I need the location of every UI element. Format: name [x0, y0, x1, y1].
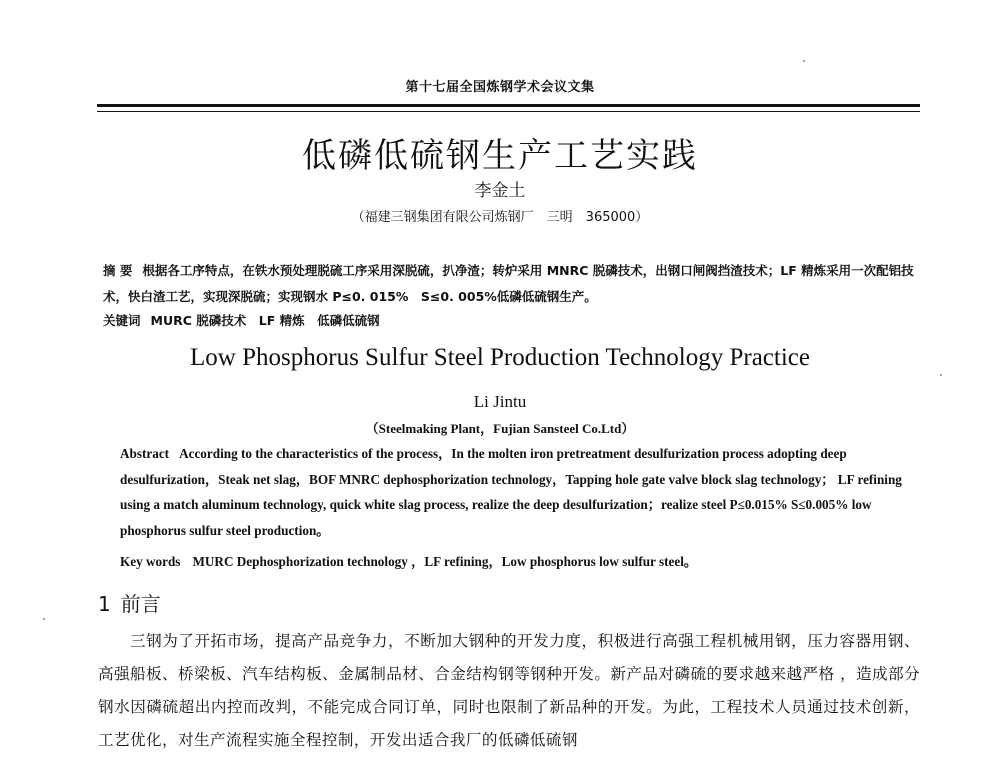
abstract-en [120, 441, 928, 543]
header-rule-thin [97, 111, 920, 112]
section-heading [98, 588, 161, 617]
scan-speck [803, 60, 805, 62]
keywords-en [120, 549, 928, 574]
paper-title-cn: 低磷低硫钢生产工艺实践 [302, 136, 698, 176]
abstract-en-label: Abstract [120, 446, 170, 461]
keywords-cn [103, 311, 923, 331]
abstract-en-text: According to the characteristics of the process，In the molten iron pretreatment desulfurization process adopting deep desulfurization，Steak net slag，BOF MNRC dephosphorization technology，Tapping hole gate valve block slag technology； LF refining using a match aluminum technology, quick white slag process, realize the deep desulfurization；realize steel P≤0.015% S≤0.005% low phosphorus sulfur steel production。 [120, 446, 902, 538]
running-header: 第十七届全国炼钢学术会议文集 [405, 80, 595, 95]
affiliation-cn: （福建三钢集团有限公司炼钢厂 三明 365000） [351, 210, 649, 225]
abstract-cn-label: 摘 要 [103, 263, 133, 278]
header-rule-thick [97, 104, 920, 107]
keywords-cn-label: 关键词 [103, 313, 141, 328]
keywords-en-text: MURC Dephosphorization technology ，LF refining，Low phosphorus low sulfur steel。 [192, 554, 698, 569]
body-paragraph: 三钢为了开拓市场，提高产品竞争力，不断加大钢种的开发力度，积极进行高强工程机械用钢，压力容器用钢、高强船板、桥梁板、汽车结构板、金属制品材、合金结构钢等钢种开发。新产品对磷硫的要求越来越严格 ，造成部分钢水因磷硫超出内控而改判，不能完成合同订单，同时也限制了新品种的开发。为此，工程技术人员通过技术创新，工艺优化，对生产流程实施全程控制，开发出适合我厂的低磷低硫钢 [98, 632, 920, 749]
abstract-cn-text: 根据各工序特点，在铁水预处理脱硫工序采用深脱硫，扒净渣；转炉采用 MNRC 脱磷技术，出钢口闸阀挡渣技术；LF 精炼采用一次配铝技术，快白渣工艺，实现深脱硫；实现钢水 P≤0. 015% S≤0. 005%低磷低硫钢生产。 [103, 263, 914, 304]
scan-speck [940, 374, 942, 376]
author-en: Li Jintu [473, 392, 527, 411]
section-title: 前言 [120, 592, 161, 616]
keywords-en-label: Key words [120, 554, 181, 569]
scan-speck [43, 618, 45, 620]
abstract-cn [103, 258, 923, 310]
section-number: 1 [98, 592, 111, 616]
author-cn: 李金土 [474, 181, 526, 201]
affiliation-en: （Steelmaking Plant，Fujian Sansteel Co.Ltd） [365, 421, 635, 436]
keywords-cn-text: MURC 脱磷技术 LF 精炼 低磷低硫钢 [150, 313, 380, 328]
paper-title-en: Low Phosphorus Sulfur Steel Production Technology Practice [190, 344, 810, 371]
